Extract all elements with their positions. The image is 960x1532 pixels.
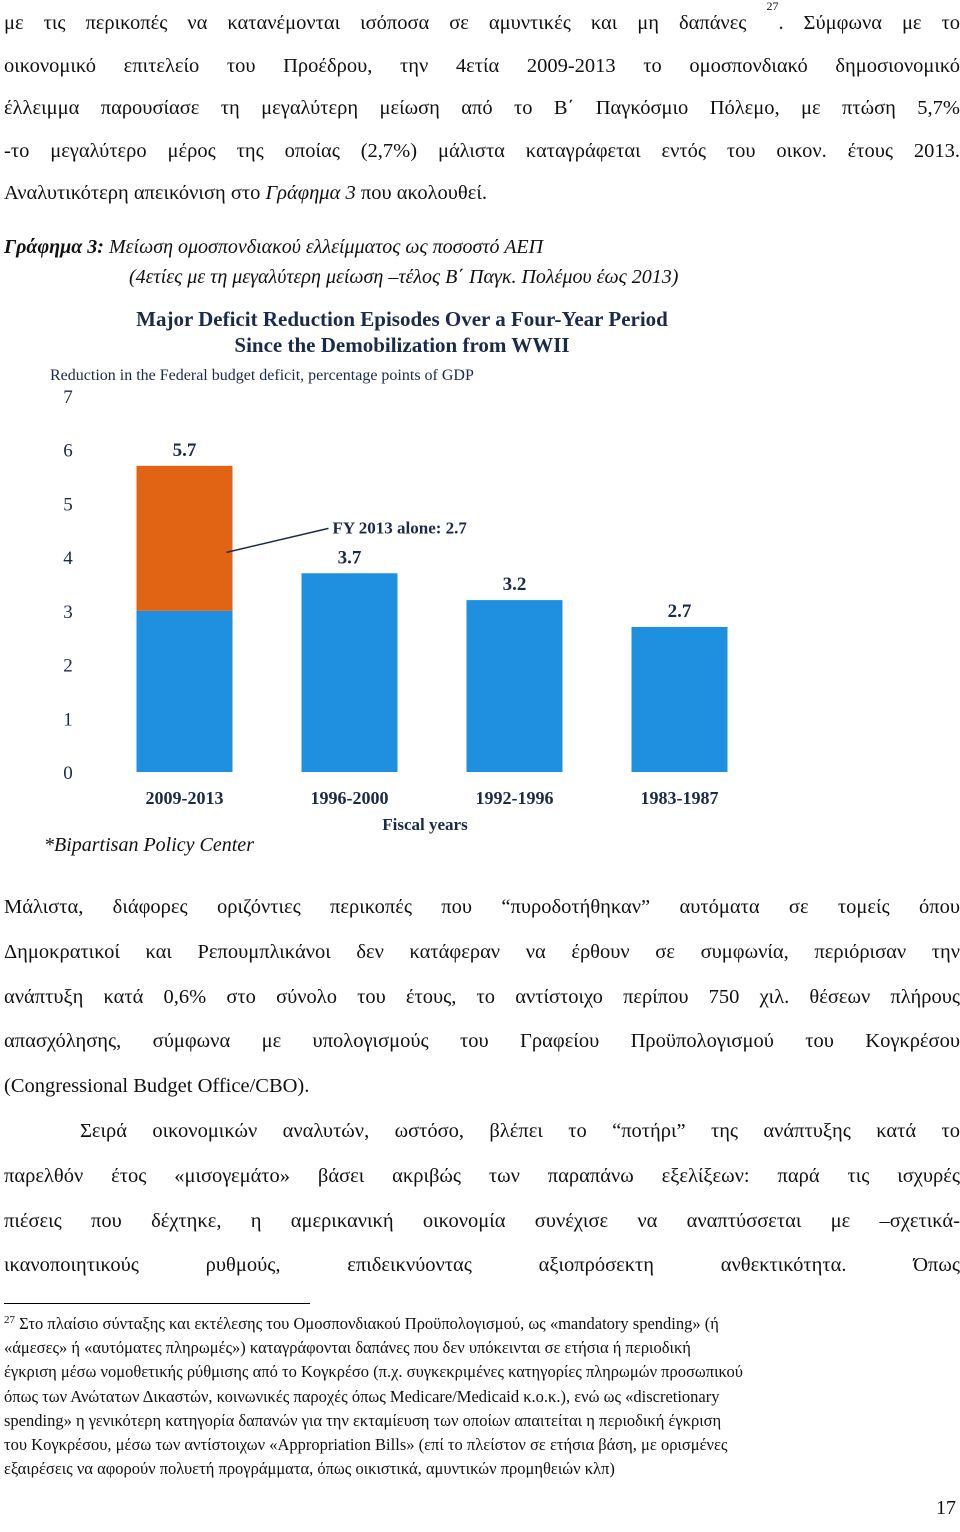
- deficit-chart: [30, 300, 780, 836]
- deficit-chart-svg: [30, 300, 780, 836]
- footnote-divider: [4, 1303, 310, 1304]
- chart-x-label: Fiscal years: [382, 815, 468, 834]
- bar-value-label: 2.7: [667, 600, 692, 622]
- bar-value-label: 3.7: [337, 547, 362, 569]
- text-line: ανάπτυξη κατά 0,6% στο σύνολο του έτους, το αντίστοιχο περίπου 750 χιλ. θέσεων πλήρους: [4, 985, 960, 1008]
- body-paragraphs: [4, 885, 960, 1288]
- bar-base-segment: [137, 611, 233, 772]
- y-tick-label: 6: [63, 440, 73, 462]
- y-tick-label: 7: [63, 387, 73, 408]
- footnote-line: του Κογκρέσου, μέσω των αντίστοιχων «Appropriation Bills» (επί το πλείστον σε ετήσια βάση, με ορισμένες: [4, 1435, 728, 1455]
- bar-fy2013-segment: [137, 466, 233, 611]
- footnote-reference[interactable]: 27: [766, 0, 779, 13]
- footnote-line: εξαιρέσεις να αφορούν πολυετή προγράμματα, όπως οικιστικά, αμυντικών προμηθειών κλπ): [4, 1459, 615, 1479]
- text-line: Σειρά οικονομικών αναλυτών, ωστόσο, βλέπει το “ποτήρι” της ανάπτυξης κατά το: [80, 1119, 960, 1142]
- caption-subtitle: (4ετίες με τη μεγαλύτερη μείωση –τέλος Β΄ Παγκ. Πολέμου έως 2013): [129, 266, 679, 288]
- chart-annotation: FY 2013 alone: 2.7: [332, 518, 467, 538]
- bar-value-label: 5.7: [172, 439, 197, 461]
- footnote-line: έγκριση μέσω νομοθετικής ρύθμισης από το Κογκρέσο (π.χ. συγκεκριμένες κατηγορίες πληρωμών προσωπικού: [4, 1362, 743, 1382]
- text-line: πιέσεις που δέχτηκε, η αμερικανική οικονομία συνέχισε να αναπτύσσεται με –σχετικά-: [4, 1209, 960, 1232]
- chart-y-label: Reduction in the Federal budget deficit, percentage points of GDP: [50, 367, 474, 384]
- y-tick-label: 1: [63, 709, 73, 731]
- chart-subtitle: Since the Demobilization from WWII: [234, 333, 570, 357]
- text-line: Δημοκρατικοί και Ρεπουμπλικάνοι δεν κατάφεραν να έρθουν σε συμφωνία, περιόρισαν την: [4, 940, 960, 963]
- text-line: απασχόλησης, σύμφωνα με υπολογισμούς του Γραφείου Προϋπολογισμού του Κογκρέσου: [4, 1030, 960, 1053]
- footnote-line: spending» η γενικότερη κατηγορία δαπανών για την εκταμίευση των οποίων απαιτείται η περιοδική έγκριση: [4, 1410, 722, 1430]
- y-tick-label: 5: [63, 494, 73, 516]
- text-line: (Congressional Budget Office/CBO).: [4, 1075, 310, 1098]
- text-line: έλλειμμα παρουσίασε τη μεγαλύτερη μείωση από το Β΄ Παγκόσμιο Πόλεμο, με πτώση 5,7%: [4, 97, 960, 119]
- caption-title: Μείωση ομοσπονδιακού ελλείμματος ως ποσοστό ΑΕΠ: [103, 236, 544, 258]
- y-tick-label: 4: [63, 548, 73, 570]
- text-line: -το μεγαλύτερο μέρος της οποίας (2,7%) μάλιστα καταγράφεται εντός του οικον. έτους 2013.: [4, 139, 960, 162]
- text-line: Μάλιστα, διάφορες οριζόντιες περικοπές που “πυροδοτήθηκαν” αυτόματα σε τομείς όπου: [4, 896, 960, 918]
- caption-label: Γράφημα 3:: [4, 236, 104, 258]
- x-tick-label: 2009-2013: [145, 788, 224, 808]
- chart-source: *Bipartisan Policy Center: [44, 834, 254, 856]
- text-line: Αναλυτικότερη απεικόνιση στο Γράφημα 3 που ακολουθεί.: [4, 182, 487, 204]
- bar: [302, 573, 398, 772]
- bar: [632, 627, 728, 772]
- y-tick-label: 2: [63, 655, 73, 677]
- footnote-line: $^{27}$ Στο πλαίσιο σύνταξης και εκτέλεσης του Ομοσπονδιακού Προϋπολογισμού, ως «mandatory spending» (ή: [4, 1314, 719, 1333]
- footnote: [4, 1312, 934, 1481]
- footnote-line: όπως των Ανώτατων Δικαστών, κοινωνικές παροχές όπως Medicare/Medicaid κ.ο.κ.), ενώ ως «discretionary: [4, 1386, 720, 1406]
- footnote-line: «άμεσες» ή «αυτόματες πληρωμές») καταγράφονται δαπάνες που δεν υπόκεινται σε ετήσια ή περιοδική: [4, 1338, 691, 1358]
- chart-caption: [4, 232, 904, 292]
- y-tick-label: 3: [63, 601, 73, 623]
- bar: [467, 600, 563, 772]
- x-tick-label: 1992-1996: [475, 788, 554, 808]
- page-number: 17: [936, 1497, 956, 1519]
- intro-paragraph: [4, 2, 960, 215]
- chart-reference: Γράφημα 3: [265, 182, 356, 204]
- x-tick-label: 1983-1987: [640, 788, 719, 808]
- text-line: ικανοποιητικούς ρυθμούς, επιδεικνύοντας αξιοπρόσεκτη ανθεκτικότητα. Όπως: [4, 1254, 960, 1277]
- chart-title: Major Deficit Reduction Episodes Over a Four-Year Period: [136, 307, 668, 331]
- text-line: οικονομικό επιτελείο του Προέδρου, την 4ετία 2009-2013 το ομοσπονδιακό δημοσιονομικό: [4, 54, 960, 77]
- x-tick-label: 1996-2000: [310, 788, 389, 808]
- text-line: παρελθόν έτος «μισογεμάτο» βάσει ακριβώς των παραπάνω εξελίξεων: παρά τις ισχυρές: [4, 1164, 960, 1187]
- text-line: με τις περικοπές να κατανέμονται ισόποσα σε αμυντικές και μη δαπάνες $^{27}$. Σύμφωνα με το: [4, 0, 960, 34]
- footnote-number: 27: [4, 1314, 15, 1326]
- y-tick-label: 0: [63, 763, 73, 784]
- bar-value-label: 3.2: [502, 574, 527, 596]
